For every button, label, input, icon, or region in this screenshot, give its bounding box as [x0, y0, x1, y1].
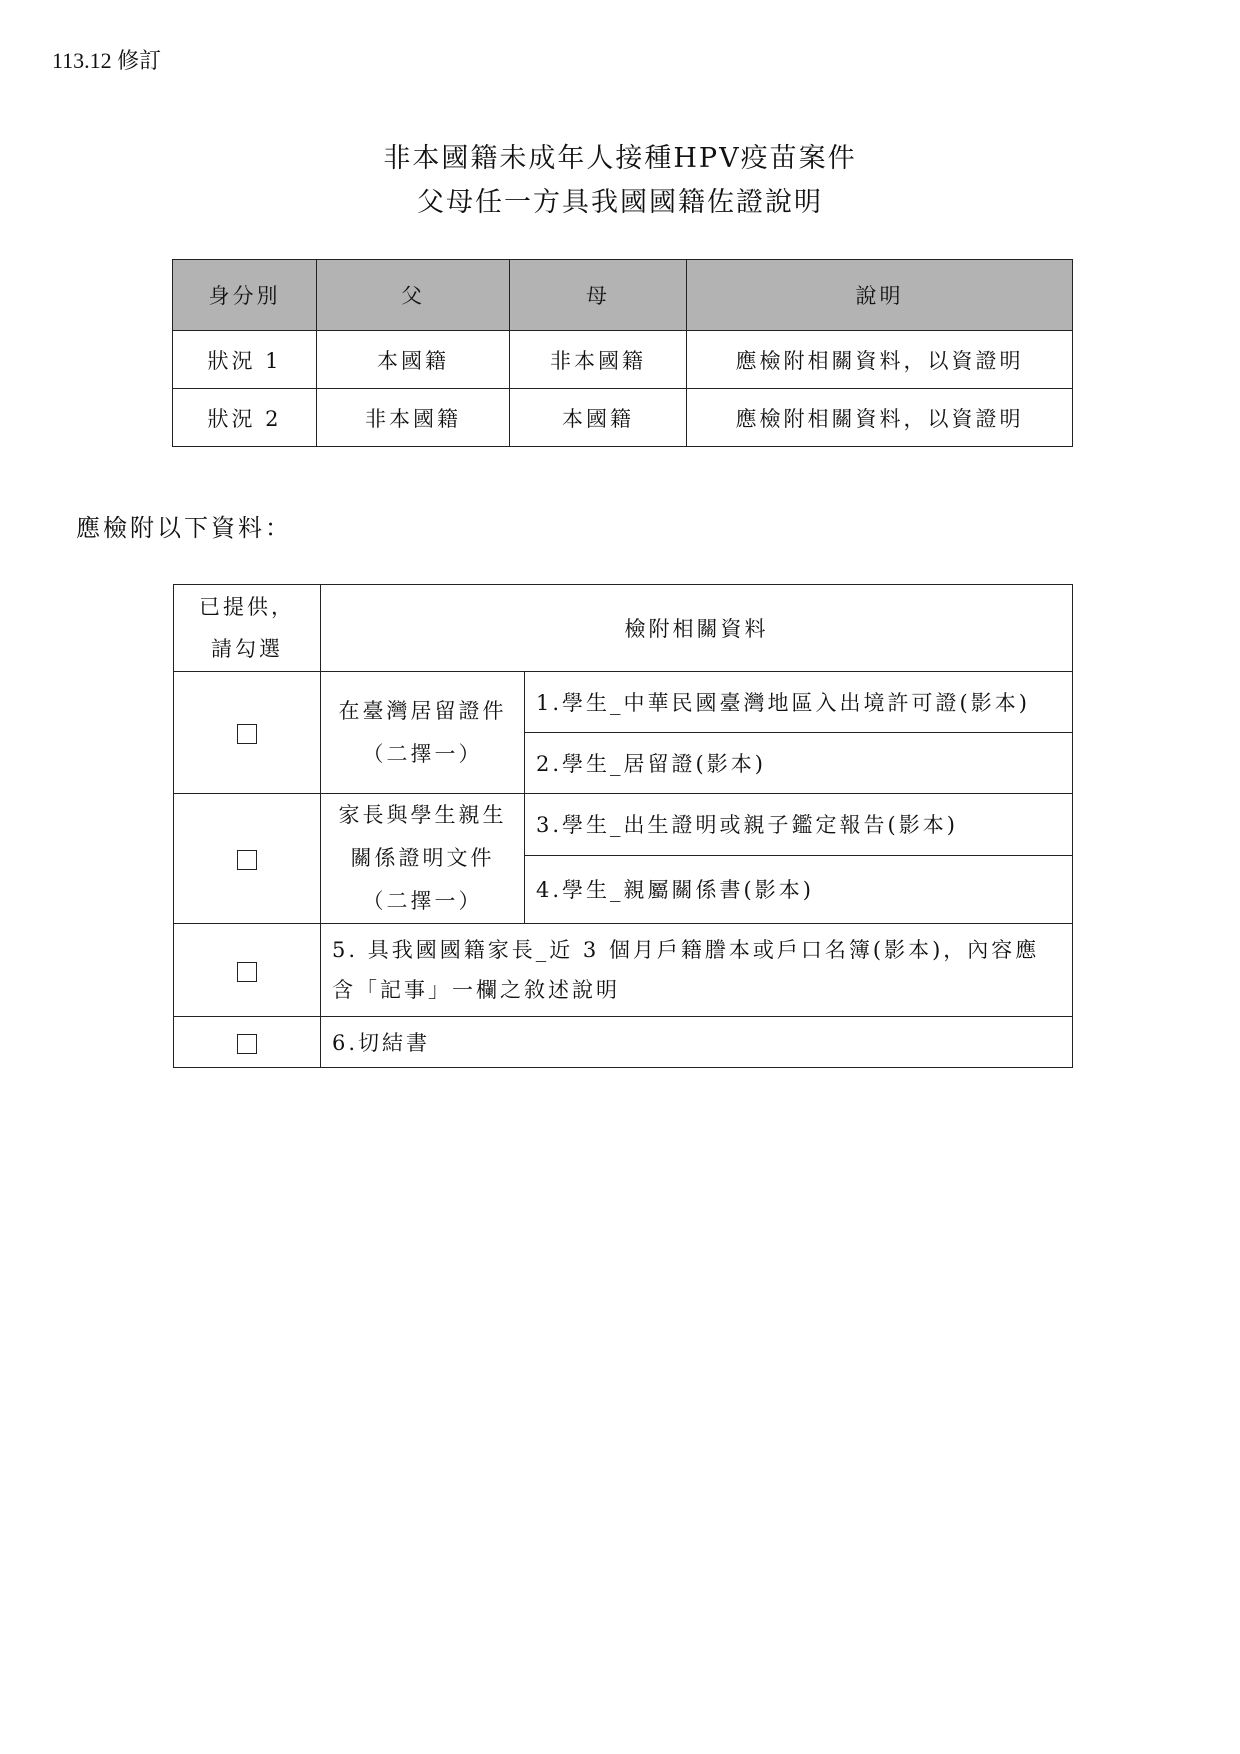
checkbox-item6[interactable]	[237, 1034, 257, 1054]
doc-item-3: 3.學生_出生證明或親子鑑定報告(影本)	[525, 794, 1073, 856]
group2-label-line1: 家長與學生親生	[338, 803, 507, 827]
documents-table	[173, 584, 1073, 1068]
header-mother: 母	[510, 260, 687, 331]
checkbox-cell[interactable]	[174, 1017, 321, 1068]
cell-mother: 非本國籍	[510, 331, 687, 389]
table-row	[173, 389, 1073, 447]
table-row	[174, 794, 1073, 856]
group1-label-line2: （二擇一）	[362, 741, 483, 766]
header-docs: 檢附相關資料	[321, 585, 1073, 672]
doc-item-5-line1: 5. 具我國國籍家長_近 3 個月戶籍謄本或戶口名簿(影本)，內容應	[332, 938, 1040, 962]
cell-father: 本國籍	[317, 331, 510, 389]
group2-label	[321, 794, 525, 924]
doc-item-2: 2.學生_居留證(影本)	[525, 733, 1073, 794]
header-check-column	[174, 585, 321, 672]
table-row	[174, 924, 1073, 1017]
table-row	[174, 672, 1073, 733]
header-father: 父	[317, 260, 510, 331]
checkbox-group1[interactable]	[237, 724, 257, 744]
header-check-line2: 請勾選	[211, 637, 283, 661]
required-documents-heading: 應檢附以下資料：	[76, 514, 292, 542]
group1-label	[321, 672, 525, 794]
doc-item-5	[321, 924, 1073, 1017]
document-title-line2: 父母任一方具我國國籍佐證說明	[417, 187, 823, 218]
status-table-header-row	[173, 260, 1073, 331]
cell-case: 狀況 2	[173, 389, 317, 447]
checkbox-cell[interactable]	[174, 794, 321, 924]
documents-table-header-row	[174, 585, 1073, 672]
group2-label-line2: 關係證明文件	[350, 846, 495, 870]
checkbox-item5[interactable]	[237, 962, 257, 982]
group1-label-line1: 在臺灣居留證件	[338, 698, 507, 723]
doc-item-1: 1.學生_中華民國臺灣地區入出境許可證(影本)	[525, 672, 1073, 733]
doc-item-6: 6.切結書	[321, 1017, 1073, 1068]
cell-father: 非本國籍	[317, 389, 510, 447]
checkbox-cell[interactable]	[174, 924, 321, 1017]
table-row	[174, 1017, 1073, 1068]
cell-mother: 本國籍	[510, 389, 687, 447]
cell-note: 應檢附相關資料，以資證明	[687, 389, 1073, 447]
status-table	[172, 259, 1073, 447]
cell-note: 應檢附相關資料，以資證明	[687, 331, 1073, 389]
doc-item-5-line2: 含「記事」一欄之敘述說明	[332, 978, 620, 1002]
header-check-line1: 已提供，	[199, 595, 295, 619]
checkbox-cell[interactable]	[174, 672, 321, 794]
header-identity: 身分別	[173, 260, 317, 331]
revision-label: 113.12 修訂	[52, 48, 162, 73]
doc-item-4: 4.學生_親屬關係書(影本)	[525, 855, 1073, 923]
checkbox-group2[interactable]	[237, 850, 257, 870]
cell-case: 狀況 1	[173, 331, 317, 389]
group2-label-line3: （二擇一）	[362, 889, 483, 913]
header-note: 說明	[687, 260, 1073, 331]
document-title-line1: 非本國籍未成年人接種HPV疫苗案件	[383, 143, 857, 174]
table-row	[173, 331, 1073, 389]
